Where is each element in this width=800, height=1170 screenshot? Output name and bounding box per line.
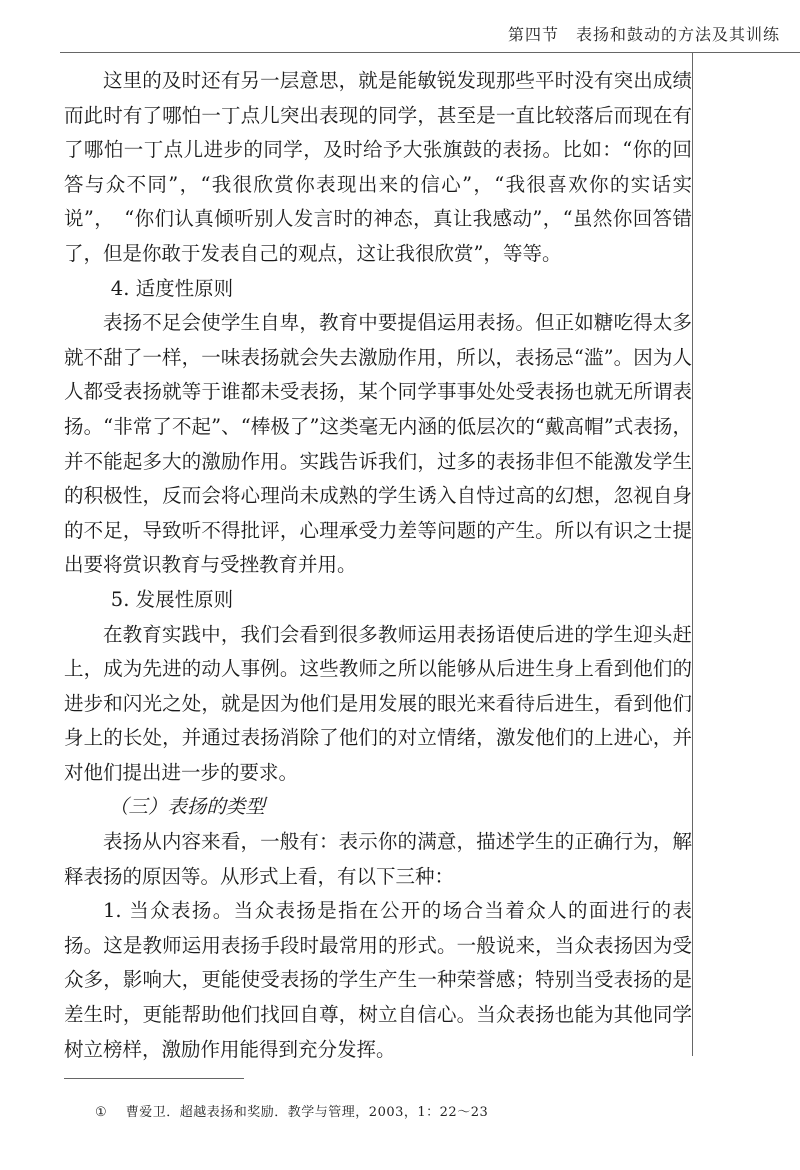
footnote-mark: ① xyxy=(95,1105,108,1120)
paragraph-timeliness: 这里的及时还有另一层意思，就是能敏锐发现那些平时没有突出成绩而此时有了哪怕一丁点儿突出表现的同学，甚至是一直比较落后而现在有了哪怕一丁点儿进步的同学，及时给予大张旗鼓的表扬。比如：“你的回答与众不同”，“我很欣赏你表现出来的信心”，“我很喜欢你的实话实说”， “你们认真倾听别人发言时的神态，真让我感动”，“虽然你回答错了，但是你敢于发表自己的观点，这让我很欣赏”，等等。 xyxy=(64,69,692,265)
paragraph-development: 在教育实践中，我们会看到很多教师运用表扬语使后进的学生迎头赶上，成为先进的动人事例。这些教师之所以能够从后进生身上看到他们的进步和闪光之处，就是因为他们是用发展的眼光来看待后进生，看到他们身上的长处，并通过表扬消除了他们的对立情绪，激发他们的上进心，并对他们提出进一步的要求。 xyxy=(64,622,692,784)
margin-rule xyxy=(692,52,693,1056)
header-rule xyxy=(60,52,800,53)
running-header: 第四节 表扬和鼓动的方法及其训练 xyxy=(507,25,780,44)
footnote xyxy=(95,1101,488,1120)
body-text xyxy=(64,64,692,1067)
paragraph-public-praise: 1. 当众表扬。当众表扬是指在公开的场合当着众人的面进行的表扬。这是教师运用表扬手段时最常用的形式。一般说来，当众表扬因为受众多，影响大，更能使受表扬的学生产生一种荣誉感；特别当受表扬的是差生时，更能帮助他们找回自尊，树立自信心。当众表扬也能为其他同学树立榜样，激励作用能得到充分发挥。 xyxy=(64,899,692,1061)
paragraph-praise-forms: 表扬从内容来看，一般有：表示你的满意，描述学生的正确行为，解释表扬的原因等。从形式上看，有以下三种： xyxy=(64,830,692,888)
heading-appropriateness-principle: 4. 适度性原则 xyxy=(110,276,234,300)
paragraph-appropriateness: 表扬不足会使学生自卑，教育中要提倡运用表扬。但正如糖吃得太多就不甜了一样，一味表扬就会失去激励作用，所以，表扬忌“滥”。因为人人都受表扬就等于谁都未受表扬，某个同学事事处处受表扬也就无所谓表扬。“非常了不起”、“棒极了”这类毫无内涵的低层次的“戴高帽”式表扬，并不能起多大的激励作用。实践告诉我们，过多的表扬非但不能激发学生的积极性，反而会将心理尚未成熟的学生诱入自恃过高的幻想，忽视自身的不足，导致听不得批评，心理承受力差等问题的产生。所以有识之士提出要将赏识教育与受挫教育并用。 xyxy=(64,311,692,577)
heading-development-principle: 5. 发展性原则 xyxy=(110,587,234,611)
footnote-text: 曹爱卫．超越表扬和奖励．教学与管理，2003，1：22～23 xyxy=(125,1105,489,1120)
section-heading-praise-types: （三）表扬的类型 xyxy=(108,795,265,819)
footnote-rule xyxy=(64,1078,244,1079)
